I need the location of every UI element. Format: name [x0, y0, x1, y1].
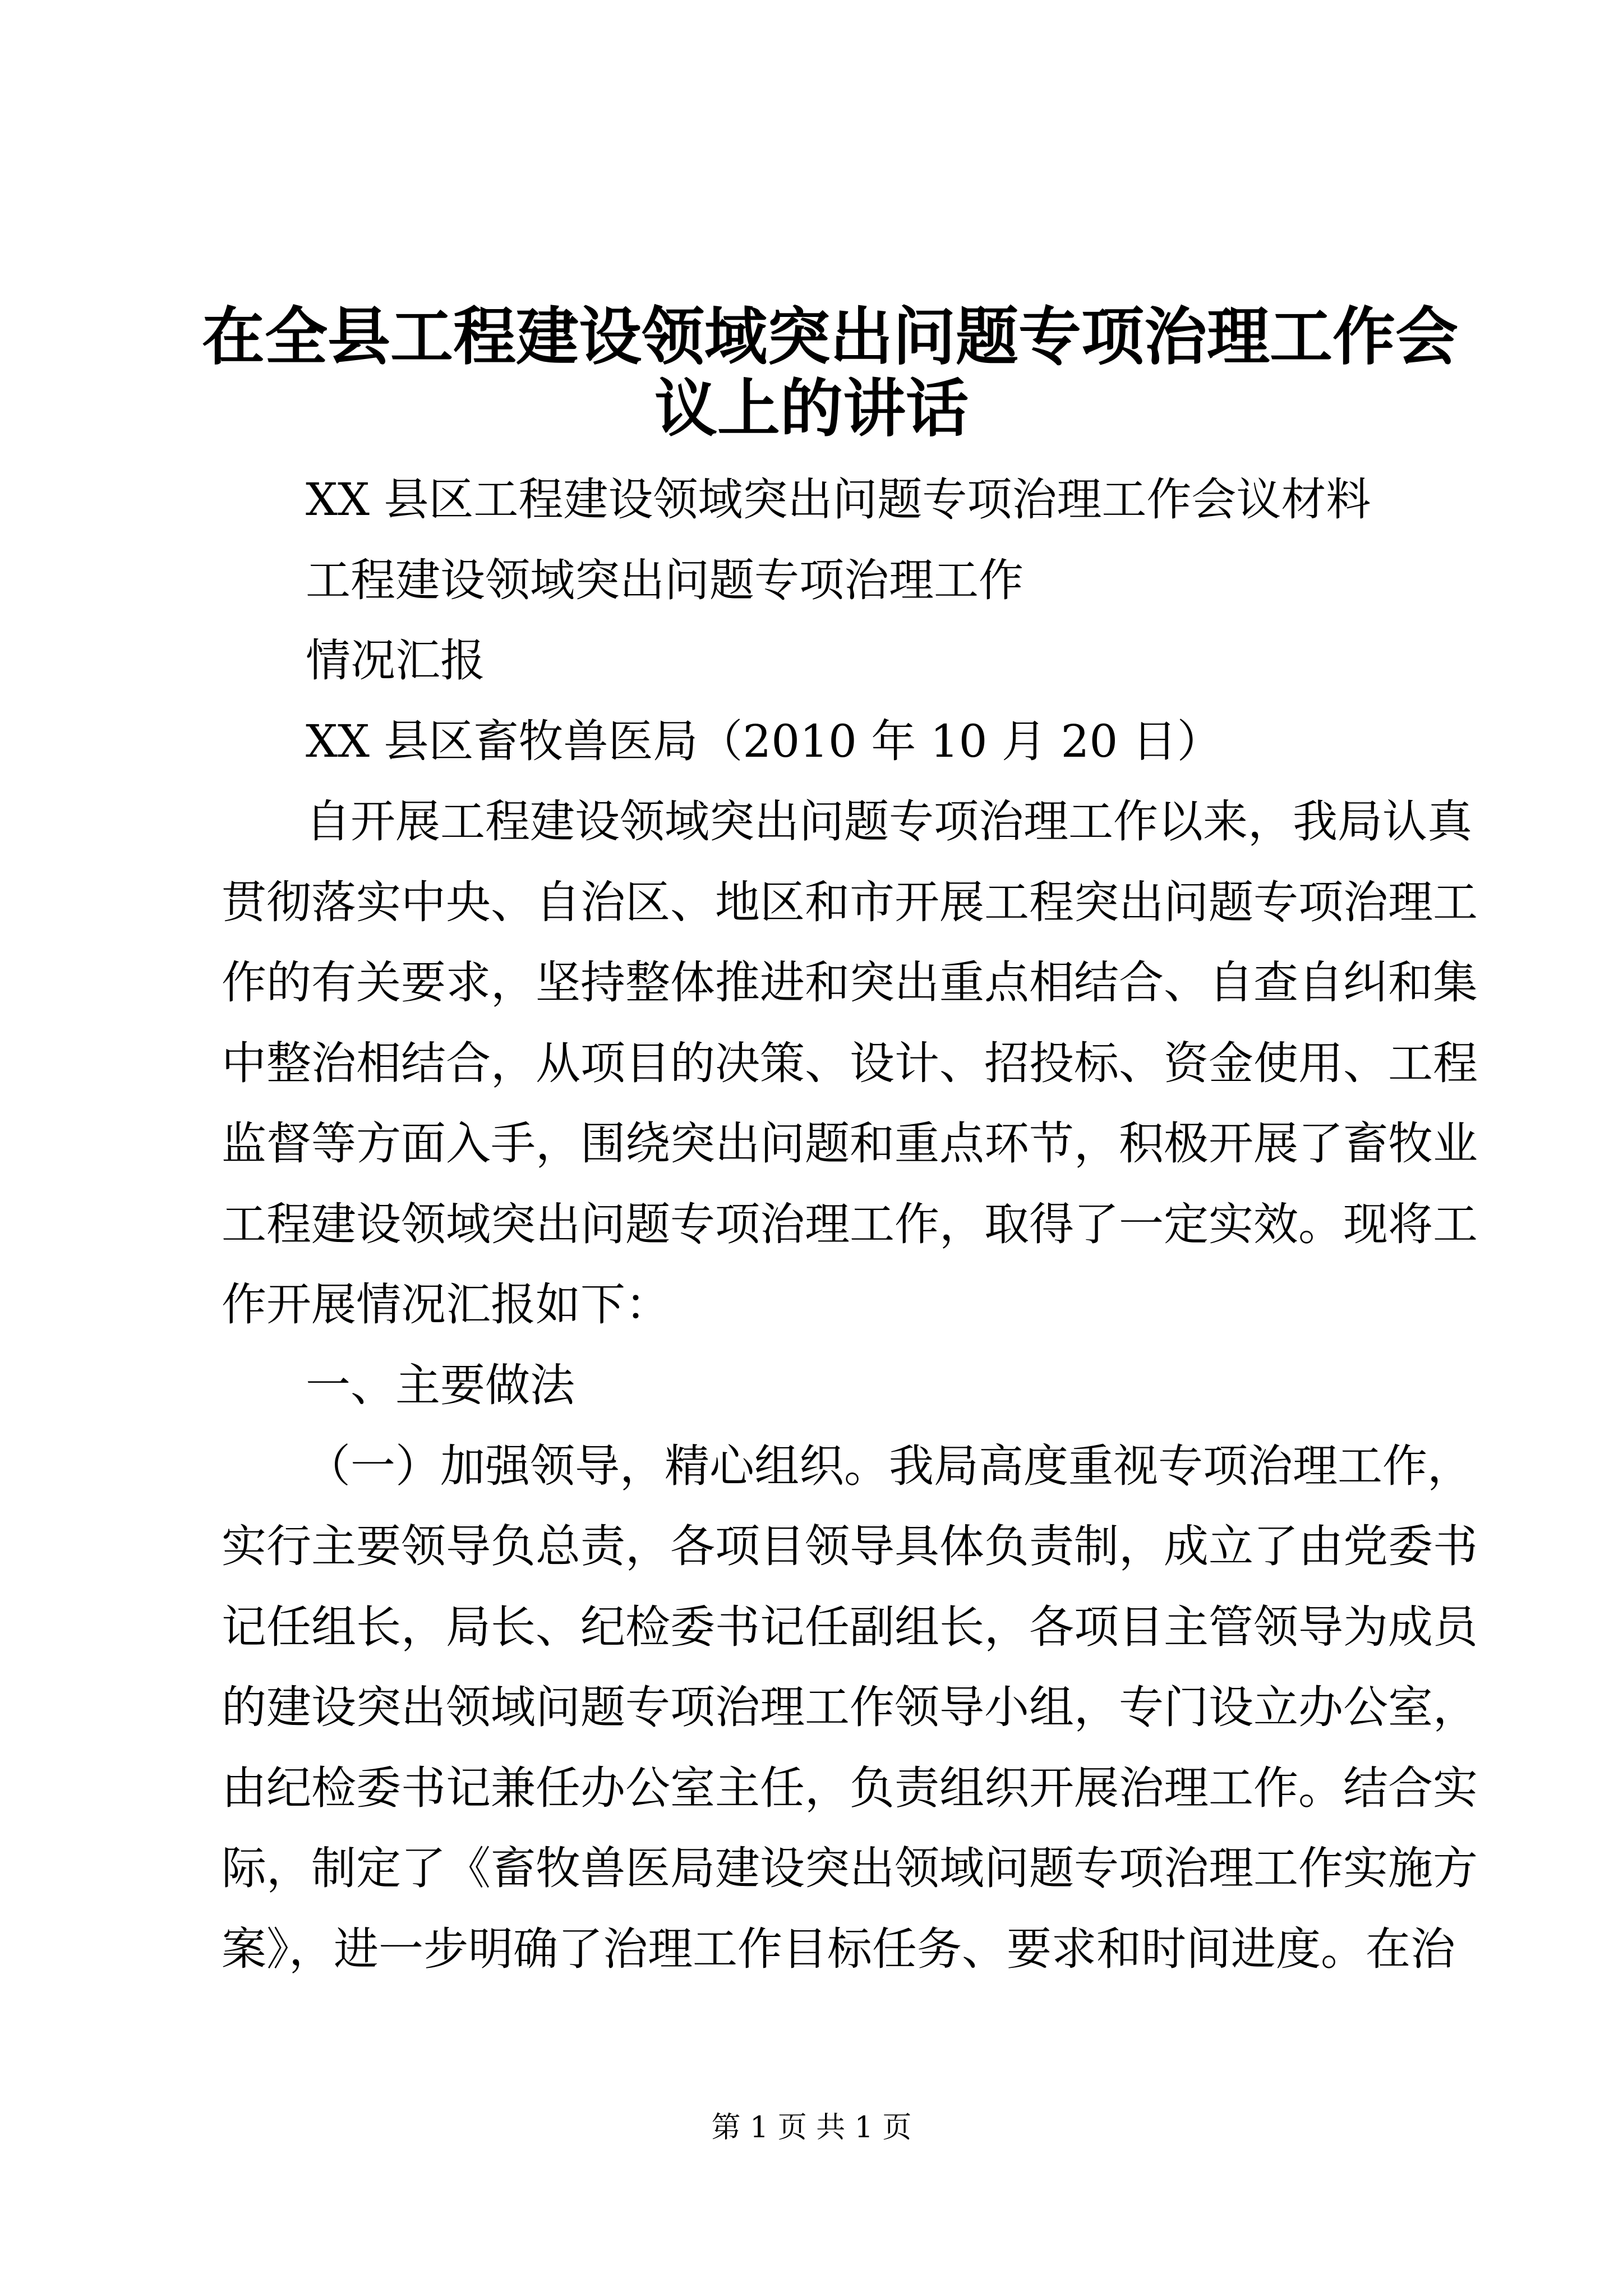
subtitle-report-topic: 工程建设领域突出问题专项治理工作 [306, 554, 1023, 606]
document-title-line-1: 在全县工程建设领域突出问题专项治理工作会 [202, 300, 1458, 374]
subtitle-materials: XX 县区工程建设领域突出问题专项治理工作会议材料 [306, 473, 1371, 526]
paragraph-line: 作的有关要求，坚持整体推进和突出重点相结合、自查自纠和集 [222, 956, 1478, 1009]
subtitle-issuer-date: XX 县区畜牧兽医局（2010 年 10 月 20 日） [306, 715, 1222, 767]
paragraph-line: 中整治相结合，从项目的决策、设计、招投标、资金使用、工程 [222, 1037, 1478, 1089]
document-title-line-2: 议上的讲话 [654, 372, 969, 445]
paragraph-line: 监督等方面入手，围绕突出问题和重点环节，积极开展了畜牧业 [222, 1117, 1478, 1170]
paragraph-line: 案》，进一步明确了治理工作目标任务、要求和时间进度。在治 [222, 1923, 1455, 1975]
paragraph-line: 记任组长，局长、纪检委书记任副组长，各项目主管领导为成员 [222, 1601, 1478, 1653]
paragraph-line: 自开展工程建设领域突出问题专项治理工作以来，我局认真 [306, 795, 1472, 848]
paragraph-line: 由纪检委书记兼任办公室主任，负责组织开展治理工作。结合实 [222, 1762, 1478, 1814]
paragraph-line: 贯彻落实中央、自治区、地区和市开展工程突出问题专项治理工 [222, 876, 1478, 928]
page-footer: 第 1 页 共 1 页 [711, 2111, 912, 2145]
paragraph-line: 的建设突出领域问题专项治理工作领导小组，专门设立办公室， [222, 1681, 1478, 1733]
paragraph-line: 际，制定了《畜牧兽医局建设突出领域问题专项治理工作实施方 [222, 1842, 1478, 1894]
paragraph-line: （一）加强领导，精心组织。我局高度重视专项治理工作， [306, 1440, 1472, 1492]
paragraph-line: 实行主要领导负总责，各项目领导具体负责制，成立了由党委书 [222, 1520, 1478, 1572]
paragraph-line: 工程建设领域突出问题专项治理工作，取得了一定实效。现将工 [222, 1198, 1478, 1250]
paragraph-line: 作开展情况汇报如下： [222, 1278, 670, 1331]
section-heading: 一、主要做法 [306, 1359, 575, 1411]
subtitle-report-label: 情况汇报 [306, 634, 485, 687]
